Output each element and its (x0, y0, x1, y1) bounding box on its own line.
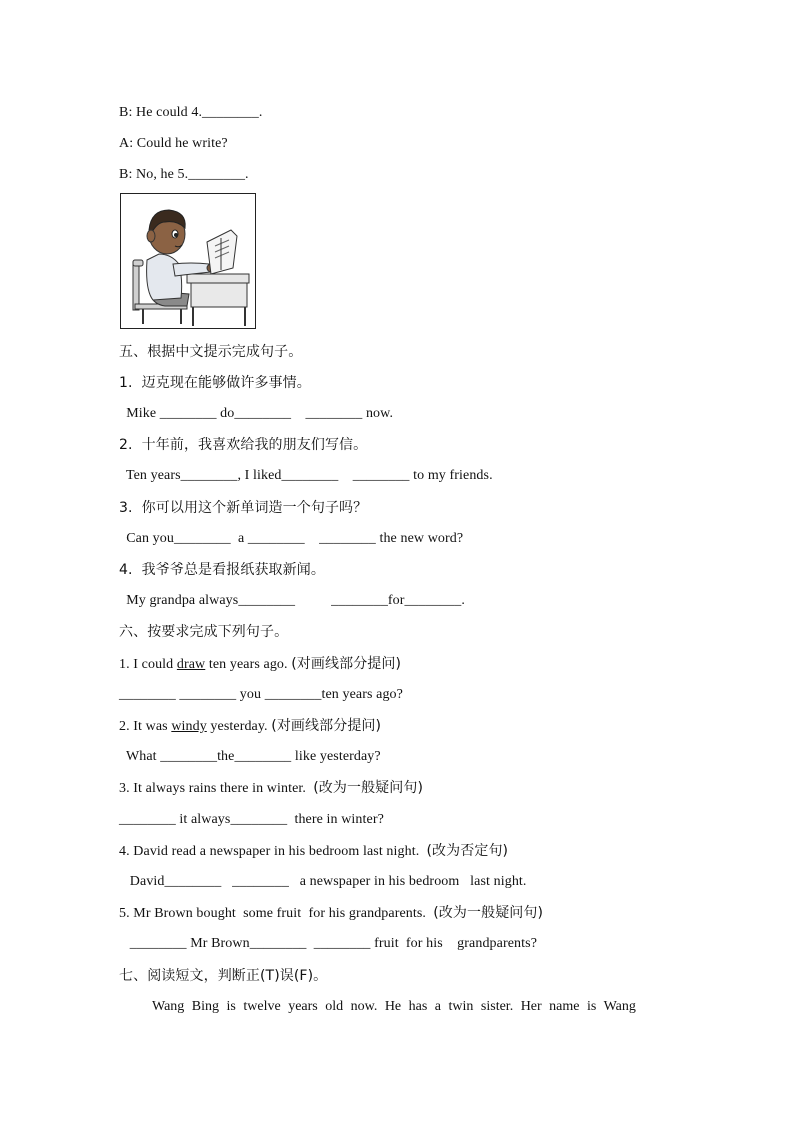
section6-q2 (119, 717, 381, 736)
section5-q1-chinese: 1. 迈克现在能够做许多事情。 (119, 375, 311, 391)
section6-q5-answer: ________ Mr Brown________ ________ fruit for his grandparents? (119, 936, 538, 951)
section7-heading: 七、阅读短文，判断正(T)误(F)。 (119, 968, 328, 984)
section6-q3-text: 3. It always rains there in winter. (119, 781, 314, 796)
section6-q1-instruction: (对画线部分提问) (291, 656, 402, 672)
dialogue-line-b5: B: No, he 5.________. (119, 167, 249, 182)
section6-q1-underlined-word: draw (176, 657, 206, 672)
section5-q3-english: Can you________ a ________ ________ the new word? (119, 531, 464, 546)
section6-q5-instruction: (改为一般疑问句) (433, 905, 544, 921)
section5-q1-english: Mike ________ do________ ________ now. (119, 406, 394, 421)
section6-q3-instruction: (改为一般疑问句) (313, 780, 424, 796)
section5-q2-english: Ten years________, I liked________ ________ to my friends. (119, 468, 493, 483)
section6-q3-answer: ________ it always________ there in winter? (119, 812, 384, 827)
section6-q3 (119, 779, 423, 798)
section6-q2-instruction: (对画线部分提问) (271, 718, 382, 734)
section6-q2-answer: What ________the________ like yesterday? (119, 749, 381, 764)
section6-q4-instruction: (改为否定句) (426, 843, 509, 859)
section6-q1-text-end: ten years ago. (205, 657, 292, 672)
section6-q2-text-end: yesterday. (206, 719, 272, 734)
section5-q4-english: My grandpa always________ ________for________. (119, 593, 465, 608)
section6-heading: 六、按要求完成下列句子。 (119, 624, 289, 640)
boy-reading-illustration (120, 193, 256, 329)
section5-q4-chinese: 4. 我爷爷总是看报纸获取新闻。 (119, 562, 325, 578)
section6-q4-text: 4. David read a newspaper in his bedroom last night. (119, 844, 427, 859)
section6-q4-answer: David________ ________ a newspaper in his bedroom last night. (119, 874, 527, 889)
section6-q1-text-start: 1. I could (119, 657, 177, 672)
dialogue-line-b4: B: He could 4.________. (119, 105, 263, 120)
dialogue-line-a: A: Could he write? (119, 136, 228, 151)
section6-q2-text-start: 2. It was (119, 719, 172, 734)
section6-q1-answer: ________ ________ you ________ten years ago? (119, 687, 403, 702)
section5-q2-chinese: 2. 十年前，我喜欢给我的朋友们写信。 (119, 437, 368, 453)
boy-reading-newspaper-icon (121, 194, 255, 328)
section7-passage: Wang Bing is twelve years old now. He has a twin sister. Her name is Wang (152, 999, 636, 1014)
section6-q5-text: 5. Mr Brown bought some fruit for his grandparents. (119, 906, 434, 921)
section5-q3-chinese: 3. 你可以用这个新单词造一个句子吗？ (119, 500, 368, 516)
section6-q1 (119, 655, 401, 674)
section6-q4 (119, 842, 508, 861)
section6-q5 (119, 904, 543, 923)
section6-q2-underlined-word: windy (171, 719, 207, 734)
section5-heading: 五、根据中文提示完成句子。 (119, 344, 303, 360)
